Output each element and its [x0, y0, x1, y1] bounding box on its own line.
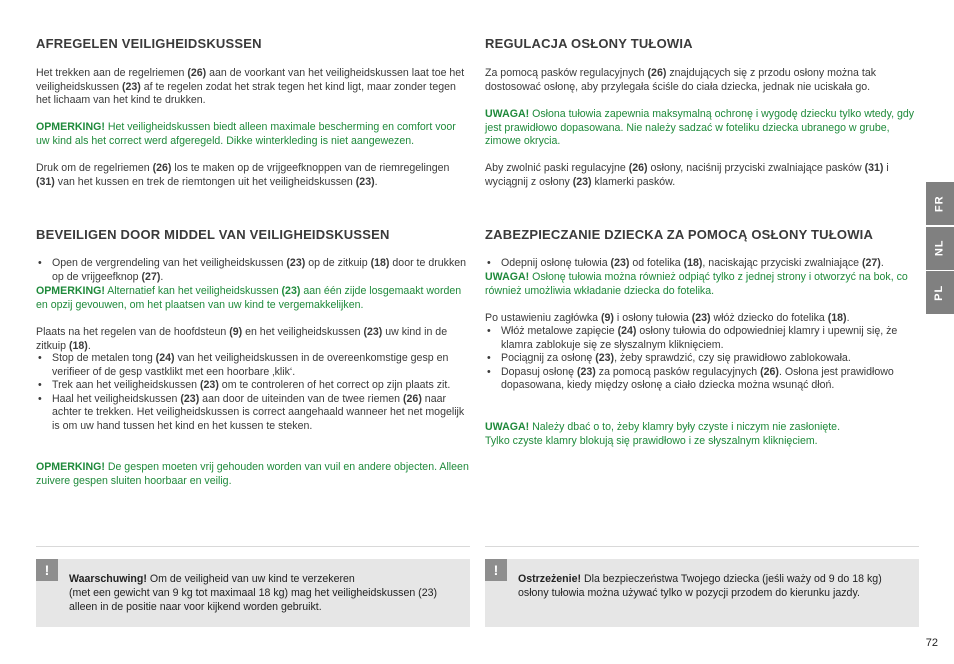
list-item: • Dopasuj osłonę (23) za pomocą pasków regulacyjnych (26). Osłona jest prawidłowo dopasowana, kiedy między osłonę a ciało dziecka można wsunąć dłoń. — [485, 366, 919, 393]
warning-label: Ostrzeżenie! — [518, 573, 581, 585]
warning-text: Waarschuwing! Om de veiligheid van uw kind te verzekeren (met een gewicht van 9 kg tot maximaal 18 kg) mag het veiligheidskussen (23) alleen in de positie naar voor kijkend worden gebruikt. — [69, 573, 438, 614]
paragraph: Het trekken aan de regelriemen (26) aan de voorkant van het veiligheidskussen laat toe het veiligheidskussen (23) af te regelen zodat het strak tegen het kind ligt, maar zonder tegen het lichaam van het kind te drukken. — [36, 67, 465, 107]
paragraph: Druk om de regelriemen (26) los te maken op de vrijgeefknoppen van de riemregelingen (31) van het kussen en trek de riemtongen uit het veiligheidskussen (23). — [36, 162, 450, 188]
list — [485, 325, 919, 393]
exclamation-icon: ! — [485, 559, 507, 581]
language-tabs — [926, 182, 954, 316]
note — [36, 461, 470, 488]
warning-box-pl — [485, 559, 919, 627]
note-label: UWAGA! — [485, 108, 530, 120]
list-item: • Włóż metalowe zapięcie (24) osłony tułowia do odpowiedniej klamry i upewnij się, że klamra zablokuje się ze słyszalnym kliknięciem. — [485, 325, 919, 352]
note — [485, 421, 919, 448]
paragraph: Za pomocą pasków regulacyjnych (26) znajdujących się z przodu osłony można tak dostosować osłonę, aby przylegała ściśle do ciała dziecka, jednak nie uciskała go. — [485, 67, 877, 93]
section-title-secure-child: ZABEZPIECZANIE DZIECKA ZA POMOCĄ OSŁONY TUŁOWIA — [485, 227, 874, 242]
list-item: • Odepnij osłonę tułowia (23) od fotelika (18), naciskając przyciski zwalniające (27). — [485, 257, 919, 271]
note-text: Osłona tułowia zapewnia maksymalną ochronę i wygodę dziecku tylko wtedy, gdy jest prawidłowo dopasowana. Nie należy sadzać w foteliku dziecka ubranego w grube, zimowe okrycia. — [485, 108, 915, 148]
note-label: UWAGA! — [485, 271, 530, 283]
warning-box-nl — [36, 559, 470, 627]
divider — [36, 546, 470, 547]
note — [485, 108, 919, 149]
page-number: 72 — [925, 637, 938, 649]
list-item: • Stop de metalen tong (24) van het veiligheidskussen in de overeenkomstige gesp en verifieer of de gesp vastklikt met een hoorbare ‚klik‘. — [36, 352, 470, 379]
section-title-adjust-shield: REGULACJA OSŁONY TUŁOWIA — [485, 36, 693, 51]
note — [36, 121, 470, 148]
warning-label: Waarschuwing! — [69, 573, 147, 585]
note-label: OPMERKING! — [36, 461, 105, 473]
list — [36, 257, 470, 284]
note-text: Alternatief kan het veiligheidskussen (23) aan één zijde losgemaakt worden en opzij gevouwen, om het plaatsen van uw kind te vergemakkelijken. — [36, 285, 462, 311]
warning-text: Ostrzeżenie! Dla bezpieczeństwa Twojego dziecka (jeśli waży od 9 do 18 kg) osłony tułowia można używać tylko w pozycji przodem do kierunku jazdy. — [518, 573, 882, 600]
list — [485, 257, 919, 271]
divider — [485, 546, 919, 547]
note-label: OPMERKING! — [36, 285, 105, 297]
list — [36, 352, 470, 434]
note-text: Osłonę tułowia można również odpiąć tylko z jednej strony i otworzyć na bok, co również umożliwia wkładanie dziecka do fotelika. — [485, 271, 908, 297]
list-item: • Open de vergrendeling van het veiligheidskussen (23) op de zitkuip (18) door te drukken op de vrijgeefknop (27). — [36, 257, 470, 284]
list-item: • Haal het veiligheidskussen (23) aan door de uiteinden van de twee riemen (26) naar achter te trekken. Het veiligheidskussen is correct aangehaald wanneer het net mogelijk is om uw hand tussen het kind en het kussen te steken. — [36, 393, 470, 434]
note-text: Het veiligheidskussen biedt alleen maximale bescherming en comfort voor uw kind als het correct werd afgeregeld. Dikke winterkleding is niet aangewezen. — [36, 121, 456, 147]
paragraph: Aby zwolnić paski regulacyjne (26) osłony, naciśnij przyciski zwalniające pasków (31) i wyciągnij z osłony (23) klamerki pasków. — [485, 162, 889, 188]
list-item: • Trek aan het veiligheidskussen (23) om te controleren of het correct op zijn plaats zit. — [36, 379, 470, 393]
exclamation-icon: ! — [36, 559, 58, 581]
list-item: • Pociągnij za osłonę (23), żeby sprawdzić, czy się prawidłowo zablokowała. — [485, 352, 919, 366]
note-text: De gespen moeten vrij gehouden worden van vuil en andere objecten. Alleen zuivere gespen sluiten hoorbaar en veilig. — [36, 461, 469, 487]
note-label: OPMERKING! — [36, 121, 105, 133]
paragraph: Po ustawieniu zagłówka (9) i osłony tułowia (23) włóż dziecko do fotelika (18). — [485, 312, 850, 324]
note-text: Należy dbać o to, żeby klamry były czyste i niczym nie zasłonięte. Tylko czyste klamry blokują się prawidłowo i ze słyszalnym kliknięciem. — [485, 421, 841, 447]
section-title-adjust-shield: AFREGELEN VEILIGHEIDSKUSSEN — [36, 36, 262, 51]
note-label: UWAGA! — [485, 421, 530, 433]
tab-pl: PL — [926, 271, 954, 314]
note — [485, 271, 919, 298]
paragraph: Plaats na het regelen van de hoofdsteun (9) en het veiligheidskussen (23) uw kind in de zitkuip (18). — [36, 326, 448, 352]
tab-nl: NL — [926, 227, 954, 270]
section-title-secure-child: BEVEILIGEN DOOR MIDDEL VAN VEILIGHEIDSKUSSEN — [36, 227, 390, 242]
tab-fr: FR — [926, 182, 954, 225]
note — [36, 285, 470, 312]
